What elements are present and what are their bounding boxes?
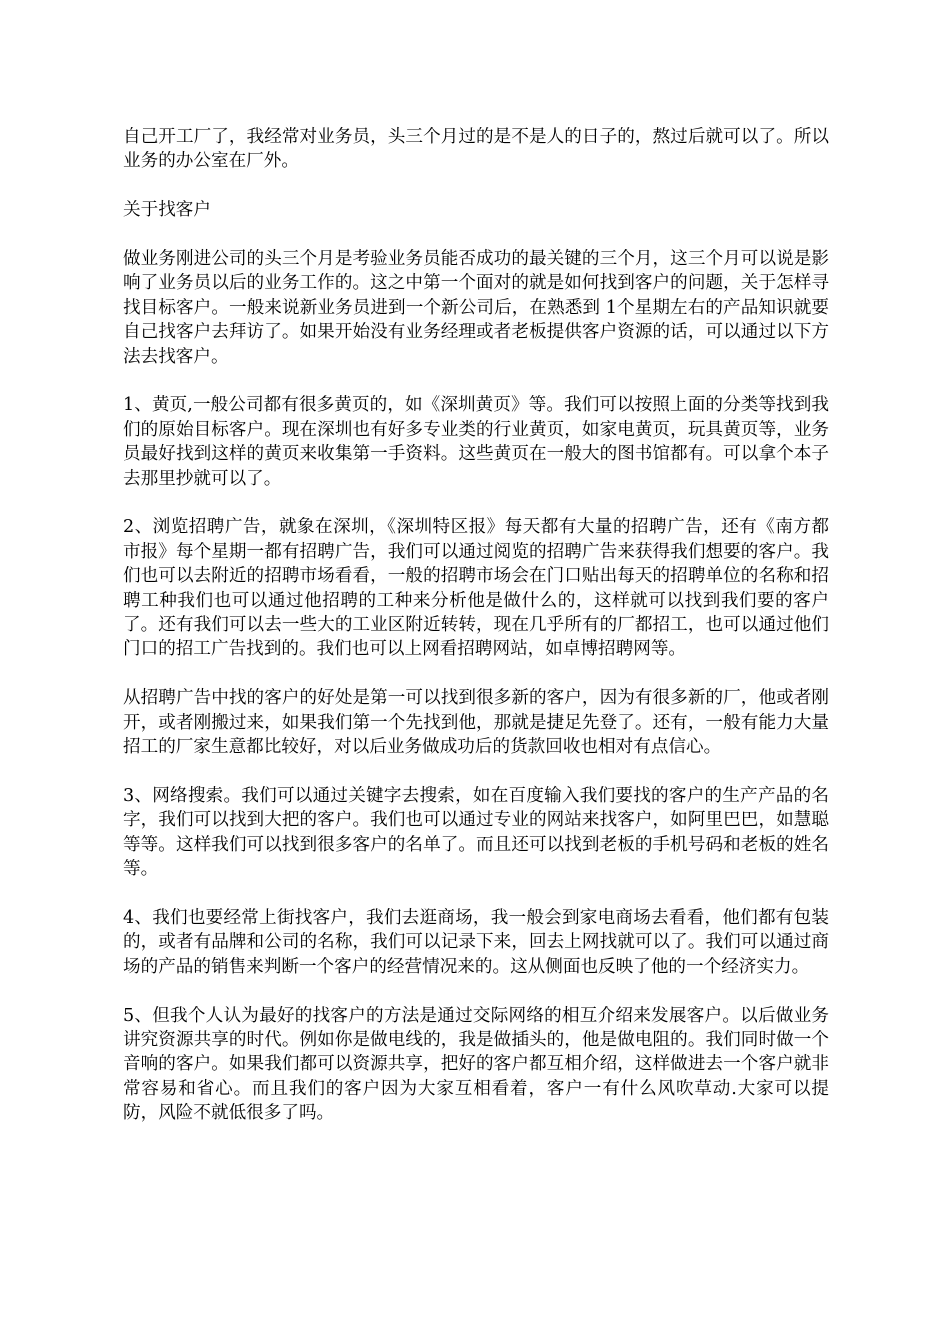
paragraph-overview: 做业务刚进公司的头三个月是考验业务员能否成功的最关键的三个月，这三个月可以说是影响了业务员以后的业务工作的。这之中第一个面对的就是如何找到客户的问题，关于怎样寻找目标客户。一般来说新业务员进到一个新公司后，在熟悉到 1个星期左右的产品知识就要自己找客户去拜访了。如果开始没有业务经理或者老板提供客户资源的话，可以通过以下方法去找客户。 bbox=[123, 249, 829, 367]
section-heading: 关于找客户 bbox=[123, 200, 211, 221]
paragraph-method-5: 5、但我个人认为最好的找客户的方法是通过交际网络的相互介绍来发展客户。以后做业务讲究资源共享的时代。例如你是做电线的，我是做插头的，他是做电阻的。我们同时做一个音响的客户。如果我们都可以资源共享，把好的客户都互相介绍，这样做进去一个客户就非常容易和省心。而且我们的客户因为大家互相看着，客户一有什么风吹草动.大家可以提防，风险不就低很多了吗。 bbox=[123, 1005, 829, 1124]
paragraph-method-2: 2、浏览招聘广告，就象在深圳，《深圳特区报》每天都有大量的招聘广告，还有《南方都市报》每个星期一都有招聘广告，我们可以通过阅览的招聘广告来获得我们想要的客户。我们也可以去附近的招聘市场看看，一般的招聘市场会在门口贴出每天的招聘单位的名称和招聘工种我们也可以通过他招聘的工种来分析他是做什么的，这样就可以找到我们要的客户了。还有我们可以去一些大的工业区附近转转，现在几乎所有的厂都招工，也可以通过他们门口的招工广告找到的。我们也可以上网看招聘网站，如卓博招聘网等。 bbox=[123, 517, 829, 660]
paragraph-method-1: 1、黄页,一般公司都有很多黄页的，如《深圳黄页》等。我们可以按照上面的分类等找到我们的原始目标客户。现在深圳也有好多专业类的行业黄页，如家电黄页，玩具黄页等，业务员最好找到这样的黄页来收集第一手资料。这些黄页在一般大的图书馆都有。可以拿个本子去那里抄就可以了。 bbox=[123, 395, 829, 489]
paragraph-method-3: 3、网络搜索。我们可以通过关键字去搜索，如在百度输入我们要找的客户的生产产品的名字，我们可以找到大把的客户。我们也可以通过专业的网站来找客户，如阿里巴巴，如慧聪等等。这样我们可以找到很多客户的名单了。而且还可以找到老板的手机号码和老板的姓名等。 bbox=[123, 785, 829, 880]
paragraph-method-4: 4、我们也要经常上街找客户，我们去逛商场，我一般会到家电商场去看看，他们都有包装的，或者有品牌和公司的名称，我们可以记录下来，回去上网找就可以了。我们可以通过商场的产品的销售来判断一个客户的经营情况来的。这从侧面也反映了他的一个经济实力。 bbox=[123, 907, 829, 977]
paragraph-method-2-benefits: 从招聘广告中找的客户的好处是第一可以找到很多新的客户，因为有很多新的厂，他或者刚开，或者刚搬过来，如果我们第一个先找到他，那就是捷足先登了。还有，一般有能力大量招工的厂家生意都比较好，对以后业务做成功后的货款回收也相对有点信心。 bbox=[123, 688, 829, 758]
paragraph-intro: 自己开工厂了，我经常对业务员，头三个月过的是不是人的日子的，熬过后就可以了。所以业务的办公室在厂外。 bbox=[123, 127, 829, 172]
document-body bbox=[123, 125, 829, 1150]
